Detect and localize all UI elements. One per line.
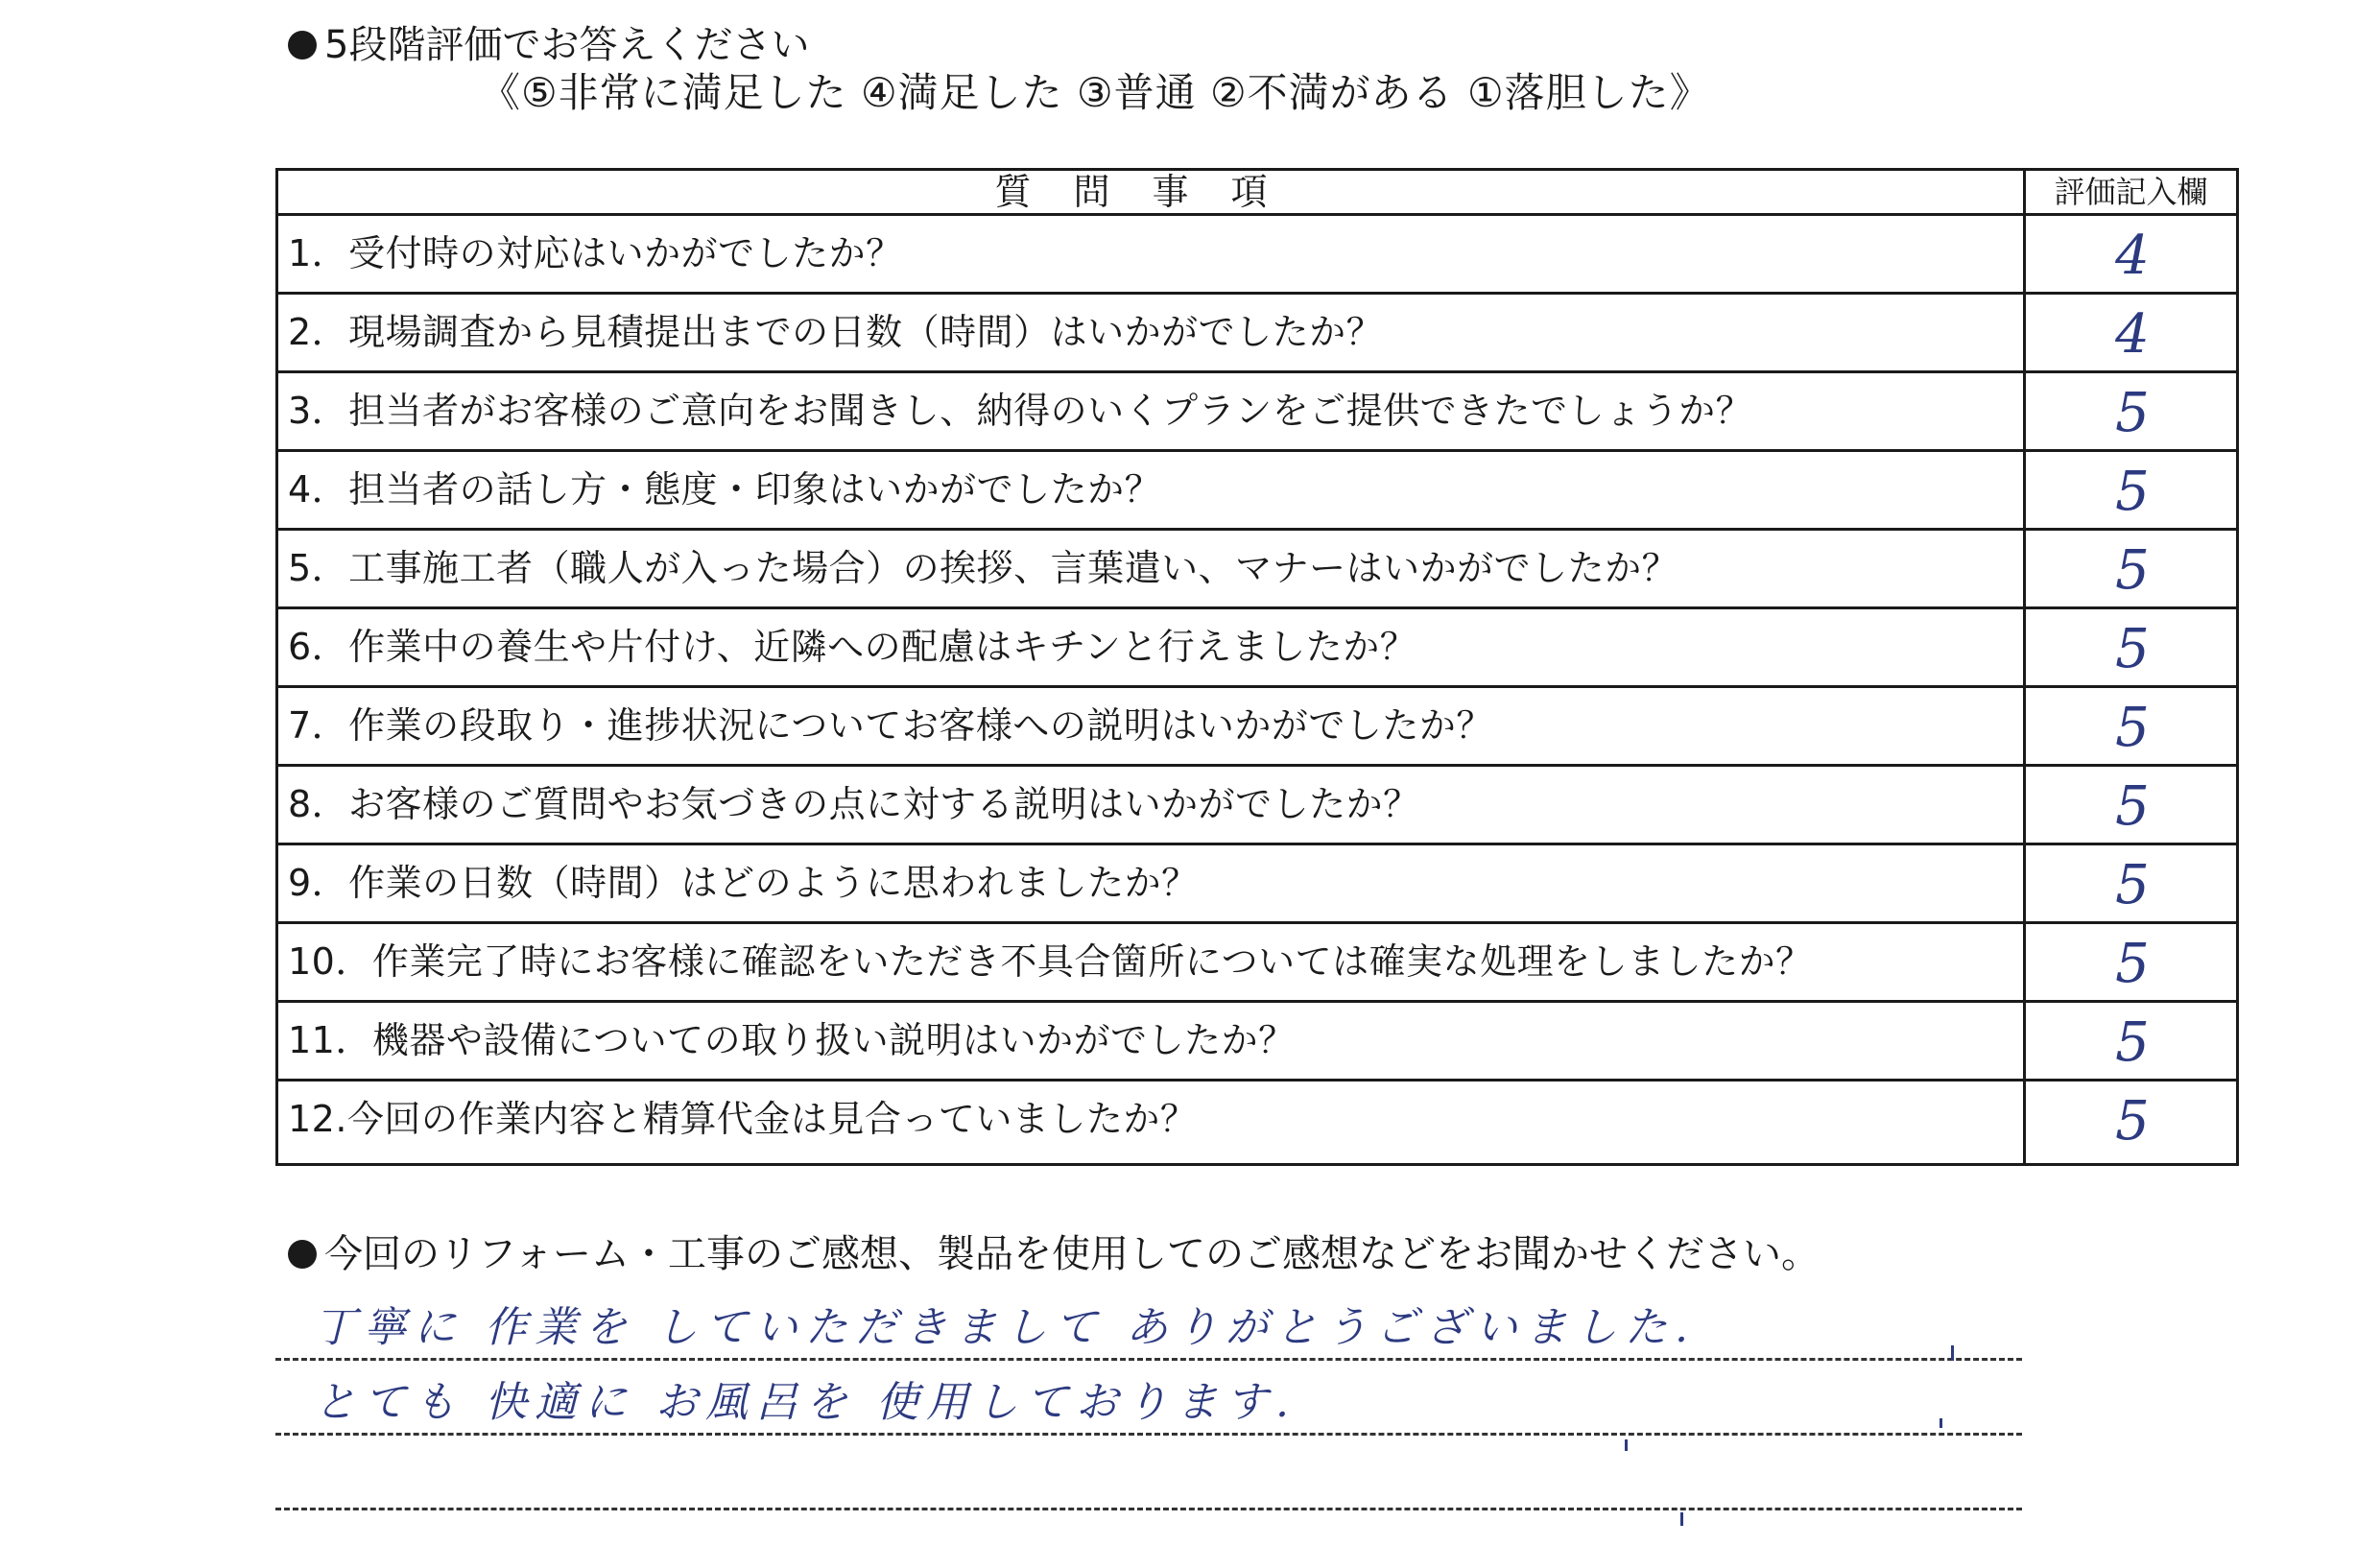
- rating-value[interactable]: 4: [2115, 303, 2150, 366]
- comment-line[interactable]: [275, 1286, 2022, 1361]
- question-text: 10．作業完了時にお客様に確認をいただき不具合箇所については確実な処理をしましたか？: [288, 940, 1813, 983]
- rating-value[interactable]: 5: [2115, 618, 2150, 680]
- table-row: [278, 845, 2236, 924]
- rating-value[interactable]: 5: [2115, 461, 2150, 523]
- question-text: 12.今回の作業内容と精算代金は見合っていましたか？: [288, 1098, 1198, 1140]
- handwritten-comment: 丁寧に 作業を していただきまして ありがとうございました.: [314, 1303, 1696, 1352]
- question-text: 4．担当者の話し方・態度・印象はいかがでしたか？: [288, 468, 1162, 511]
- table-row: [278, 1082, 2236, 1160]
- comment-section-label: [288, 1230, 1820, 1278]
- rating-value[interactable]: 5: [2115, 697, 2150, 759]
- pen-mark: [1680, 1512, 1683, 1526]
- table-header: [278, 171, 2236, 216]
- question-text: 8．お客様のご質問やお気づきの点に対する説明はいかがでしたか？: [288, 783, 1420, 825]
- bullet-icon: [288, 1240, 317, 1269]
- rating-value[interactable]: 5: [2115, 933, 2150, 995]
- table-row: [278, 1003, 2236, 1082]
- question-text: 3．担当者がお客様のご意向をお聞きし、納得のいくプランをご提供できたでしょうか？: [288, 390, 1753, 432]
- question-text: 11．機器や設備についての取り扱い説明はいかがでしたか？: [288, 1019, 1296, 1061]
- pen-mark: [1940, 1418, 1942, 1428]
- rating-column-header: 評価記入欄: [2054, 174, 2208, 210]
- instruction-text: 5段階評価でお答えください: [324, 23, 810, 67]
- table-row: [278, 924, 2236, 1003]
- rating-value[interactable]: 5: [2115, 775, 2150, 838]
- comment-line[interactable]: [275, 1436, 2022, 1510]
- table-row: [278, 216, 2236, 295]
- table-row: [278, 767, 2236, 845]
- rating-value[interactable]: 5: [2115, 1090, 2150, 1153]
- table-row: [278, 688, 2236, 767]
- table-row: [278, 609, 2236, 688]
- question-text: 6．作業中の養生や片付け、近隣への配慮はキチンと行えましたか？: [288, 626, 1417, 668]
- rating-value[interactable]: 4: [2115, 225, 2150, 287]
- rating-value[interactable]: 5: [2115, 539, 2150, 602]
- rating-instruction: [288, 21, 809, 69]
- rating-value[interactable]: 5: [2115, 854, 2150, 916]
- table-row: [278, 373, 2236, 452]
- rating-value[interactable]: 5: [2115, 382, 2150, 444]
- bullet-icon: [288, 31, 317, 59]
- comment-line[interactable]: [275, 1361, 2022, 1436]
- question-text: 9．作業の日数（時間）はどのように思われましたか？: [288, 862, 1199, 904]
- table-row: [278, 531, 2236, 609]
- comment-area[interactable]: [275, 1286, 2022, 1510]
- question-text: 5．工事施工者（職人が入った場合）の挨拶、言葉遣い、マナーはいかがでしたか？: [288, 547, 1679, 589]
- comment-label-text: 今回のリフォーム・工事のご感想、製品を使用してのご感想などをお聞かせください。: [324, 1232, 1820, 1276]
- question-column-header: 質問事項: [994, 171, 1310, 213]
- survey-table: [275, 168, 2239, 1166]
- question-text: 7．作業の段取り・進捗状況についてお客様への説明はいかがでしたか？: [288, 704, 1493, 747]
- pen-mark: [1625, 1439, 1628, 1451]
- question-text: 2．現場調査から見積提出までの日数（時間）はいかがでしたか？: [288, 311, 1384, 353]
- table-row: [278, 295, 2236, 373]
- rating-value[interactable]: 5: [2115, 1011, 2150, 1074]
- table-row: [278, 452, 2236, 531]
- table-body: [278, 216, 2236, 1160]
- question-text: 1．受付時の対応はいかがでしたか？: [288, 232, 903, 274]
- rating-scale-legend: 《⑤非常に満足した ④満足した ③普通 ②不満がある ①落胆した》: [480, 69, 1711, 116]
- pen-mark: [1951, 1345, 1954, 1361]
- handwritten-comment: とても 快適に お風呂を 使用しております.: [314, 1378, 1297, 1427]
